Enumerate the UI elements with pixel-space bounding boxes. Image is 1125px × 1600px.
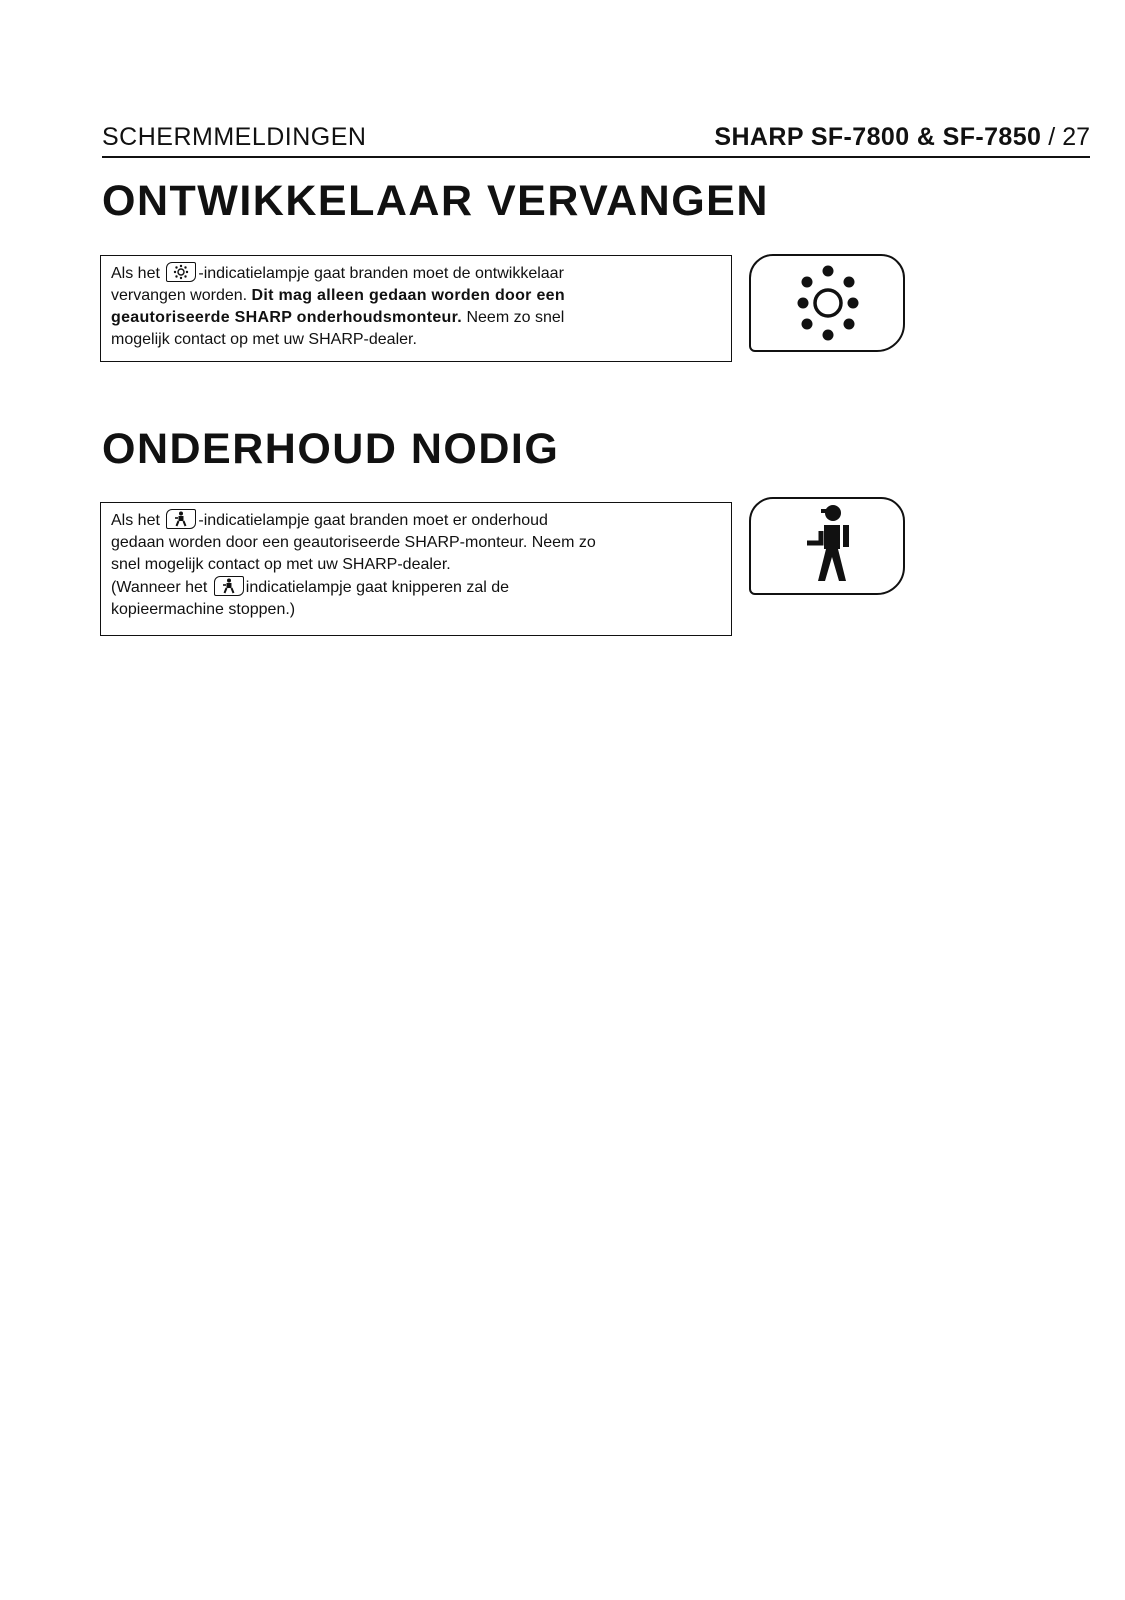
maintenance-technician-icon	[751, 499, 903, 593]
section-title-maintenance: ONDERHOUD NODIG	[102, 425, 560, 473]
developer-lamp-icon	[751, 256, 903, 350]
page-separator: /	[1041, 123, 1063, 151]
text-line: Als het -indicatielampje gaat branden moet de ontwikkelaar	[111, 262, 721, 285]
maintenance-technician-icon	[214, 576, 244, 596]
maintenance-text-box	[100, 502, 732, 636]
section-title-developer: ONTWIKKELAAR VERVANGEN	[102, 177, 769, 225]
maintenance-technician-icon	[166, 509, 196, 529]
maintenance-panel-lamp	[749, 497, 905, 595]
text-line: (Wanneer het indicatielampje gaat knipperen zal de	[111, 576, 721, 599]
text-line: Als het -indicatielampje gaat branden moet er onderhoud	[111, 509, 721, 532]
text-line: geautoriseerde SHARP onderhoudsmonteur. Neem zo snel	[111, 309, 565, 326]
model-and-page	[714, 123, 1090, 152]
developer-lamp-icon	[166, 262, 196, 282]
text-line: mogelijk contact op met uw SHARP-dealer.	[111, 331, 417, 348]
text-line: vervangen worden. Dit mag alleen gedaan worden door een	[111, 287, 565, 304]
developer-panel-lamp	[749, 254, 905, 352]
page-header	[102, 124, 1090, 158]
text-line: gedaan worden door een geautoriseerde SHARP-monteur. Neem zo	[111, 534, 596, 551]
page-number: 27	[1062, 123, 1090, 151]
section-heading: SCHERMMELDINGEN	[102, 123, 367, 151]
developer-text-box	[100, 255, 732, 362]
model-name: SHARP SF-7800 & SF-7850	[714, 123, 1042, 151]
text-line: kopieermachine stoppen.)	[111, 601, 296, 618]
text-line: snel mogelijk contact op met uw SHARP-dealer.	[111, 556, 451, 573]
